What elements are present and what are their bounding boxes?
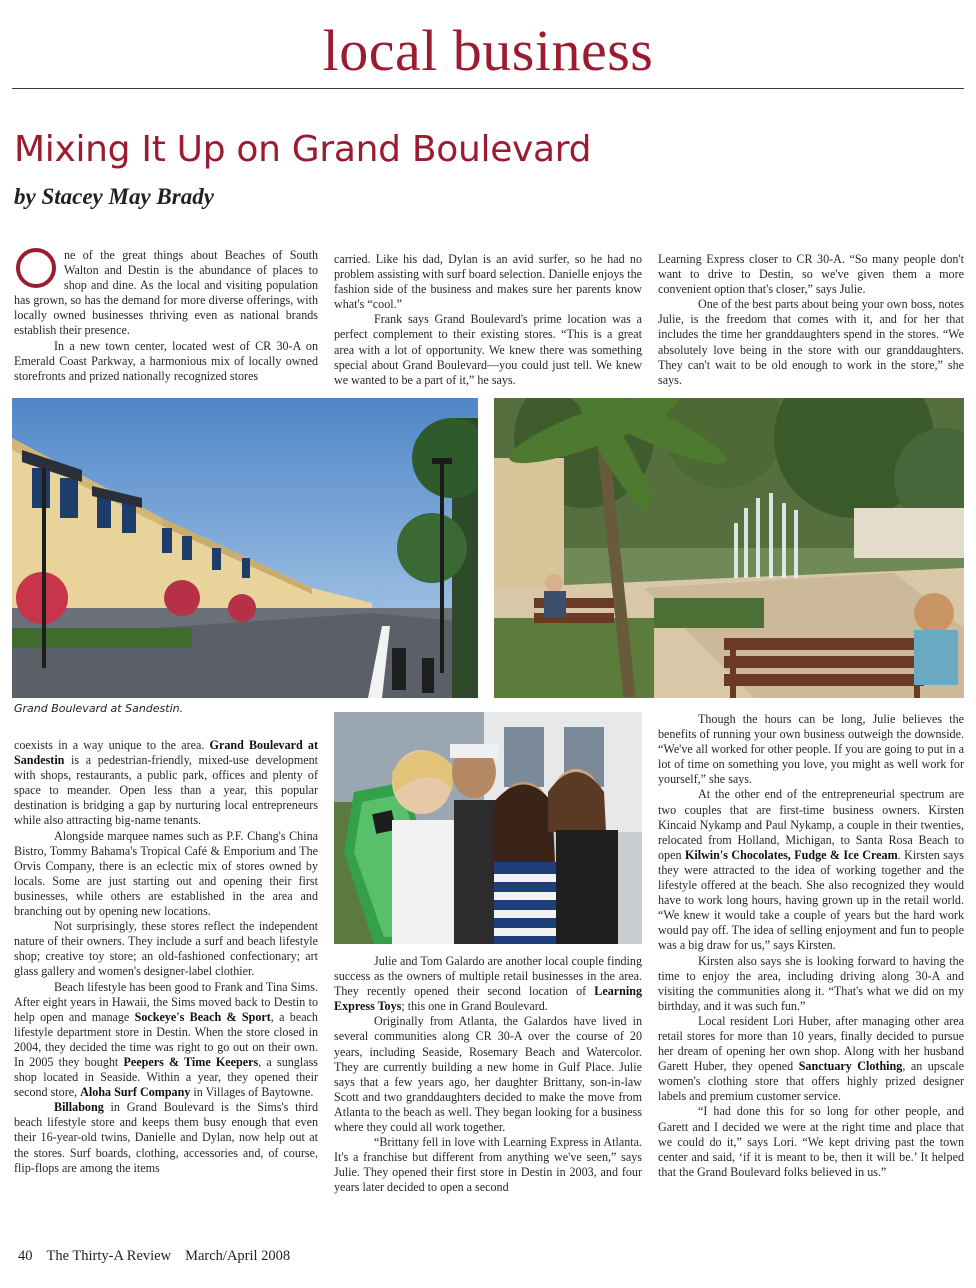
section-title: local business: [322, 18, 654, 83]
paragraph: Learning Express closer to CR 30-A. “So many people don't want to drive to Destin, so we've given them a more convenient option that's closer,” says Julie.: [658, 252, 964, 297]
column-2-top: [334, 252, 642, 388]
business-name: Grand Boulevard at Sandestin: [14, 738, 318, 768]
business-name: Billabong: [54, 1100, 104, 1115]
paragraph: Though the hours can be long, Julie believes the benefits of running your own business outweigh the downside. “We've all worked for other people. If you are going to put in a lot of time on something you love, you might as well work for yourself,” she says.: [658, 712, 964, 787]
family-with-surfboard-photo: [334, 712, 642, 944]
drop-cap-o: [16, 248, 56, 288]
paragraph: carried. Like his dad, Dylan is an avid surfer, so he had no problem assisting with surf board selection. Danielle enjoys the fashion side of the business and makes sure her parents know what's “cool.”: [334, 252, 642, 312]
column-1-bottom: [14, 738, 318, 1176]
photo-caption: Grand Boulevard at Sandestin.: [14, 702, 184, 715]
paragraph: coexists in a way unique to the area. Grand Boulevard at Sandestin is a pedestrian-friendly, mixed-use development with shops, restaurants, a public park, offices and plenty of space to meander. Open less than a year, this popular destination is bridging a gap by nurturing local entrepreneurs while also attracting big-name tenants.: [14, 738, 318, 828]
fountain-plaza-photo: [494, 398, 964, 698]
column-1-top: [14, 248, 318, 384]
paragraph: One of the best parts about being your own boss, notes Julie, is the freedom that comes with it, and for her that includes the time her granddaughters spend in the stores. “We absolutely love being in the store with our granddaughters. They can't wait to be old enough to work in the store,” she says.: [658, 297, 964, 387]
business-name: Sockeye's Beach & Sport: [134, 1009, 271, 1024]
business-name: Sanctuary Clothing: [798, 1059, 903, 1074]
page-footer: [18, 1248, 290, 1265]
paragraph: Beach lifestyle has been good to Frank and Tina Sims. After eight years in Hawaii, the Sims moved back to Destin to help open and manage Sockeye's Beach & Sport, a beach lifestyle department store in Destin. When the store closed in 2004, they decided the time was right to go out on their own. In 2005 they bought Peepers & Time Keepers, a sunglass shop located in Seaside. Within a year, they opened their second store, Aloha Surf Company in Villages of Baytowne.: [14, 979, 318, 1100]
header-rule: [12, 88, 964, 89]
issue-date: March/April 2008: [185, 1248, 291, 1264]
page-number: 40: [18, 1248, 33, 1264]
paragraph: “I had done this for so long for other people, and Garett and I decided we were at the right time and place that we could do it,” says Lori. “We kept driving past the town center and said, ‘if it is meant to be, then it will be.’ It helped that the Grand Boulevard folks believed in us.”: [658, 1104, 964, 1179]
paragraph: Kirsten also says she is looking forward to having the time to enjoy the area, including driving along 30-A and visiting the communities along it. “That's what we did on my birthday, and it was such fun.”: [658, 953, 964, 1013]
paragraph: Julie and Tom Galardo are another local couple finding success as the owners of multiple retail businesses in the area. They recently opened their second location of Learning Express Toys; this one in Grand Boulevard.: [334, 954, 642, 1014]
article-byline: by Stacey May Brady: [14, 184, 214, 209]
business-name: Peepers & Time Keepers: [123, 1054, 259, 1069]
business-name: Learning Express Toys: [334, 984, 642, 1014]
paragraph: Originally from Atlanta, the Galardos have lived in several communities along CR 30-A over the course of 20 years, including Seaside, Rosemary Beach and Watercolor. They are currently building a new home in Gulf Place. Julie says that a few years ago, her daughter Brittany, son-in-law Scott and two granddaughters decided to make the move from Atlanta to the beach as well. They began looking for a business where they could all work together.: [334, 1014, 642, 1135]
intro-paragraph: [14, 248, 318, 339]
paragraph: Alongside marquee names such as P.F. Chang's China Bistro, Tommy Bahama's Tropical Café & Emporium and The Orvis Company, there is an eclectic mix of stores owned by locals. Some are just starting out and opening their first businesses, while others are established in the area and branching out by opening new locations.: [14, 828, 318, 919]
paragraph: At the other end of the entrepreneurial spectrum are two couples that are first-time business owners. Kirsten Kincaid Nykamp and Paul Nykamp, a couple in their twenties, relocated from Holland, Michigan, to Santa Rosa Beach to open Kilwin's Chocolates, Fudge & Ice Cream. Kirsten says they were attracted to the idea of working together and the lifestyle offered at the beach. She also recognized they would have to work long hours, having grown up in the retail world. “We knew it would take a couple of years but the hard work would pay off. The idea of selling enjoyment and fun to people was a big draw for us,” says Kirsten.: [658, 787, 964, 953]
business-name: Aloha Surf Company: [80, 1085, 191, 1100]
column-3-bottom: [658, 712, 964, 1180]
business-name: Kilwin's Chocolates, Fudge & Ice Cream: [684, 847, 898, 862]
drop-cap: [14, 248, 58, 288]
paragraph: Frank says Grand Boulevard's prime location was a perfect complement to their existing stores. “This is a great area with a lot of opportunity. We knew there was something special about Grand Boulevard—you could just tell. We knew we wanted to be a part of it,” he says.: [334, 312, 642, 387]
paragraph: In a new town center, located west of CR 30-A on Emerald Coast Parkway, a harmonious mix of locally owned storefronts and prized nationally recognized stores: [14, 338, 318, 383]
column-3-top: [658, 252, 964, 388]
paragraph: “Brittany fell in love with Learning Express in Atlanta. It's a franchise but different from anything we've seen,” says Julie. They opened their first store in Destin in 2003, and four years later decided to open a second: [334, 1135, 642, 1195]
column-2-bottom: [334, 954, 642, 1196]
paragraph: Local resident Lori Huber, after managing other area retail stores for more than 10 years, finally decided to pursue her dream of opening her own shop. Along with her husband Garett Huber, they opened Sanctuary Clothing, an upscale women's clothing store that offers highly prized designer labels and premium customer service.: [658, 1013, 964, 1104]
article-headline: Mixing It Up on Grand Boulevard: [14, 129, 592, 170]
grand-boulevard-street-photo: [12, 398, 478, 698]
publication-name: The Thirty-A Review: [46, 1248, 172, 1264]
paragraph-text: ne of the great things about Beaches of South Walton and Destin is the abundance of places to shop and dine. As the local and visiting population has grown, so has the demand for more diverse offerings, with locally owned businesses thriving even as national brands establish their presence.: [14, 248, 318, 338]
paragraph: Not surprisingly, these stores reflect the independent nature of their owners. They include a surf and beach lifestyle shop; creative toy store; an old-fashioned confectionary; art glass gallery and women's designer-label clothier.: [14, 919, 318, 979]
paragraph: Billabong in Grand Boulevard is the Sims's third beach lifestyle store and keeps them busy enough that even their 16-year-old twins, Danielle and Dylan, now help out at the stores. Surf boards, clothing, accessories and, of course, flip-flops are among the items: [14, 1100, 318, 1175]
